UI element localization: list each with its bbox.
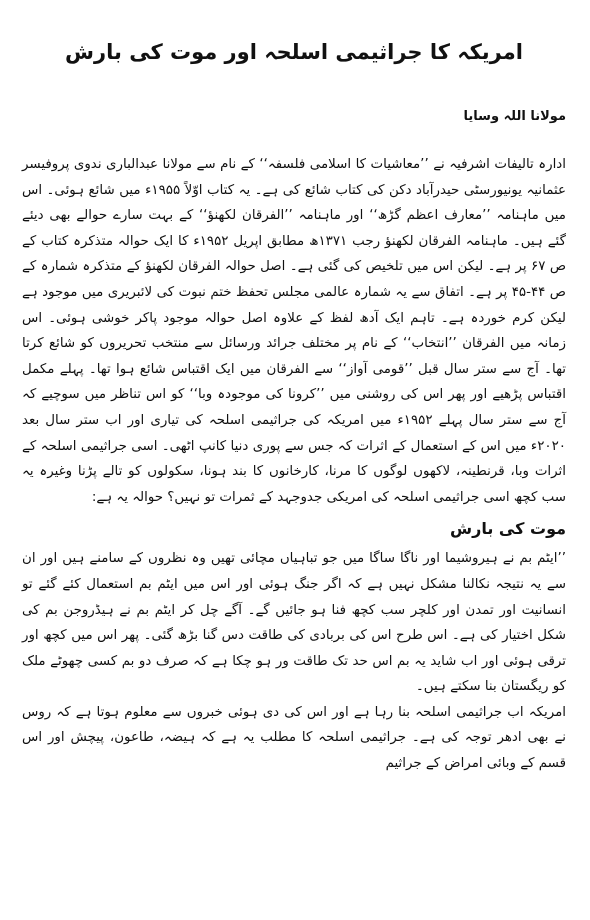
article-paragraph-intro: ادارہ تالیفات اشرفیہ نے ’’معاشیات کا اسلامی فلسفہ‘‘ کے نام سے مولانا عبدالباری ندوی پروفیسر عثمانیہ یونیورسٹی حیدرآباد دکن کی کتاب شائع کی ہے۔ یہ کتاب اوّلاً ۱۹۵۵ء میں شائع ہوئی۔ اس میں ماہنامہ ’’معارف اعظم گڑھ‘‘ اور ماہنامہ ’’الفرقان لکھنؤ‘‘ کے بہت سارے حوالے بھی دیئے گئے ہیں۔ ماہنامہ الفرقان لکھنؤ رجب ۱۳۷۱ھ مطابق اپریل ۱۹۵۲ء کا ایک حوالہ متذکرہ کتاب کے ص ۶۷ پر ہے۔ لیکن اس میں تلخیص کی گئی ہے۔ اصل حوالہ الفرقان لکھنؤ کے متذکرہ شمارہ کے ص ۴۴-۴۵ پر ہے۔ اتفاق سے یہ شمارہ عالمی مجلس تحفظ ختم نبوت کی لائبریری میں موجود ہے لیکن کرم خوردہ ہے۔ تاہم ایک آدھ لفظ کے علاوہ اصل حوالہ موجود پاکر خوشی ہوئی۔ اس زمانہ میں الفرقان ’’انتخاب‘‘ کے نام پر مختلف جرائد ورسائل سے منتخب تحریروں کو شائع کرتا تھا۔ آج سے ستر سال قبل ’’قومی آواز‘‘ سے الفرقان میں ایک اقتباس شائع ہوا تھا۔ پہلے مکمل اقتباس پڑھیے اور پھر اس کی روشنی میں ’’کرونا کی موجودہ وبا‘‘ کو اس تناظر میں سوچیے کہ آج سے ستر سال پہلے ۱۹۵۲ء میں امریکہ کی جراثیمی اسلحہ کی تیاری اور اب ستر سال بعد ۲۰۲۰ء میں اس کے استعمال کے اثرات کہ جس سے پوری دنیا کانپ اٹھی۔ اسی جراثیمی اسلحہ کے اثرات وبا، قرنطینہ، لاکھوں لوگوں کا مرنا، کارخانوں کا بند ہونا، سکولوں کو تالے پڑنا وغیرہ یہ سب کچھ اسی جراثیمی اسلحہ کی امریکی جدوجہد کے ثمرات تو نہیں؟ حوالہ یہ ہے: [22, 157, 567, 505]
article-paragraph-quote: ’’ایٹم بم نے ہیروشیما اور ناگا ساگا میں جو تباہیاں مچائی تھیں وہ نظروں کے سامنے ہیں اور ان سے یہ نتیجہ نکالنا مشکل نہیں ہے کہ اگر جنگ ہوئی اور اس میں ایٹم بم استعمال کئے گئے تو انسانیت اور تمدن اور کلچر سب کچھ فنا ہو جائیں گے۔ آگے چل کر ایٹم بم نے ہیڈروجن بم کی شکل اختیار کی ہے۔ اس طرح اس کی بربادی کی طاقت دس گنا بڑھ گئی۔ پھر اس میں کچھ اور ترقی ہوئی اور اب شاید یہ بم اس حد تک طاقت ور ہو چکا ہے کہ صرف دو بم کسی چھوٹے ملک کو ریگستان بنا سکتے ہیں۔ [22, 551, 566, 695]
author-name: مولانا اللہ وسایا [463, 109, 566, 124]
section-heading: موت کی بارش [450, 519, 566, 539]
article-paragraph-continued: امریکہ اب جراثیمی اسلحہ بنا رہا ہے اور اس کی دی ہوئی خبروں سے معلوم ہوتا ہے کہ روس نے بھی ادھر توجہ کی ہے۔ جراثیمی اسلحہ کا مطلب یہ ہے کہ ہیضہ، طاعون، پیچش اور اس قسم کے وبائی امراض کے جراثیم [22, 704, 566, 772]
article-title: امریکہ کا جراثیمی اسلحہ اور موت کی بارش [65, 40, 523, 64]
